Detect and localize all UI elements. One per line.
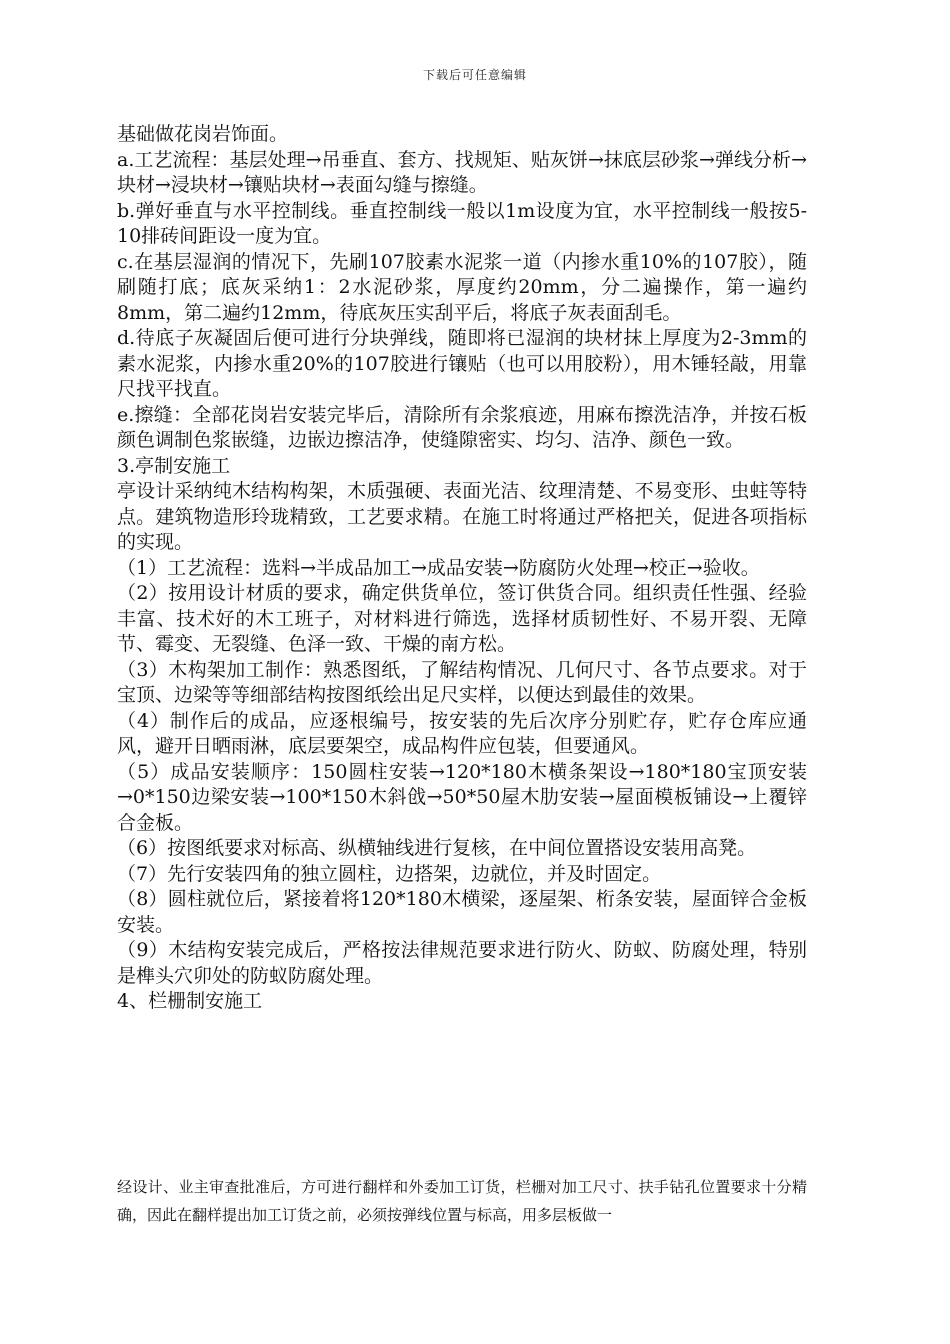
document-body — [117, 122, 807, 1015]
paragraph: （9）木结构安装完成后，严格按法律规范要求进行防火、防蚁、防腐处理，特别是榫头穴卯处的防蚁防腐处理。 — [117, 939, 807, 987]
paragraph: e.擦缝：全部花岗岩安装完毕后，清除所有余浆痕迹，用麻布擦洗洁净，并按石板颜色调制色浆嵌缝，边嵌边擦洁净，使缝隙密实、均匀、洁净、颜色一致。 — [117, 403, 807, 451]
paragraph: b.弹好垂直与水平控制线。垂直控制线一般以1m设度为宜，水平控制线一般按5-10排砖间距设一度为宜。 — [117, 199, 807, 247]
paragraph: d.待底子灰凝固后便可进行分块弹线，随即将已湿润的块材抹上厚度为2-3mm的素水泥浆，内掺水重20%的107胶进行镶贴（也可以用胶粉），用木锤轻敲，用靠尺找平找直。 — [117, 327, 807, 400]
paragraph: （8）圆柱就位后，紧接着将120*180木横梁，逐屋架、桁条安装，屋面锌合金板安装。 — [117, 888, 807, 936]
paragraph: 亭设计采纳纯木结构构架，木质强硬、表面光洁、纹理清楚、不易变形、虫蛀等特点。建筑物造形玲珑精致，工艺要求精。在施工时将通过严格把关，促进各项指标的实现。 — [117, 480, 807, 553]
paragraph: c.在基层湿润的情况下，先刷107胶素水泥浆一道（内掺水重10%的107胶），随刷随打底；底灰采纳1：2水泥砂浆，厚度约20mm，分二遍操作，第一遍约8mm，第二遍约12mm，待底灰压实刮平后，将底子灰表面刮毛。 — [117, 250, 807, 324]
paragraph: 基础做花岗岩饰面。 — [117, 123, 289, 145]
section-heading: 3.亭制安施工 — [117, 454, 231, 477]
paragraph: （4）制作后的成品，应逐根编号，按安装的先后次序分别贮存，贮存仓库应通风，避开日晒雨淋，底层要架空，成品构件应包装，但要通风。 — [117, 709, 807, 757]
paragraph: （6）按图纸要求对标高、纵横轴线进行复核，在中间位置搭设安装用高凳。 — [117, 837, 757, 859]
paragraph: a.工艺流程：基层处理→吊垂直、套方、找规矩、贴灰饼→抹底层砂浆→弹线分析→块材→浸块材→镶贴块材→表面勾缝与擦缝。 — [117, 148, 807, 196]
paragraph: （2）按用设计材质的要求，确定供货单位，签订供货合同。组织责任性强、经验丰富、技术好的木工班子，对材料进行筛选，选择材质韧性好、不易开裂、无障节、霉变、无裂缝、色泽一致、干燥的南方松。 — [117, 582, 807, 655]
paragraph: （7）先行安装四角的独立圆柱，边搭架，边就位，并及时固定。 — [117, 862, 662, 885]
paragraph: （1）工艺流程：选料→半成品加工→成品安装→防腐防火处理→校正→验收。 — [117, 556, 760, 579]
document-body-small — [117, 1173, 807, 1229]
paragraph: （3）木构架加工制作：熟悉图纸，了解结构情况、几何尺寸、各节点要求。对于宝顶、边梁等等细部结构按图纸绘出足尺实样，以便达到最佳的效果。 — [117, 658, 807, 706]
page-header: 下载后可任意编辑 — [422, 68, 527, 82]
section-heading: 4、栏栅制安施工 — [117, 990, 263, 1012]
paragraph: （5）成品安装顺序：150圆柱安装→120*180木横条架设→180*180宝顶安装→0*150边梁安装→100*150木斜戗→50*50屋木肋安装→屋面模板铺设→上覆锌合金板。 — [117, 760, 807, 834]
paragraph-small: 经设计、业主审查批准后，方可进行翻样和外委加工订货，栏栅对加工尺寸、扶手钻孔位置要求十分精确，因此在翻样提出加工订货之前，必须按弹线位置与标高，用多层板做一 — [117, 1178, 807, 1224]
